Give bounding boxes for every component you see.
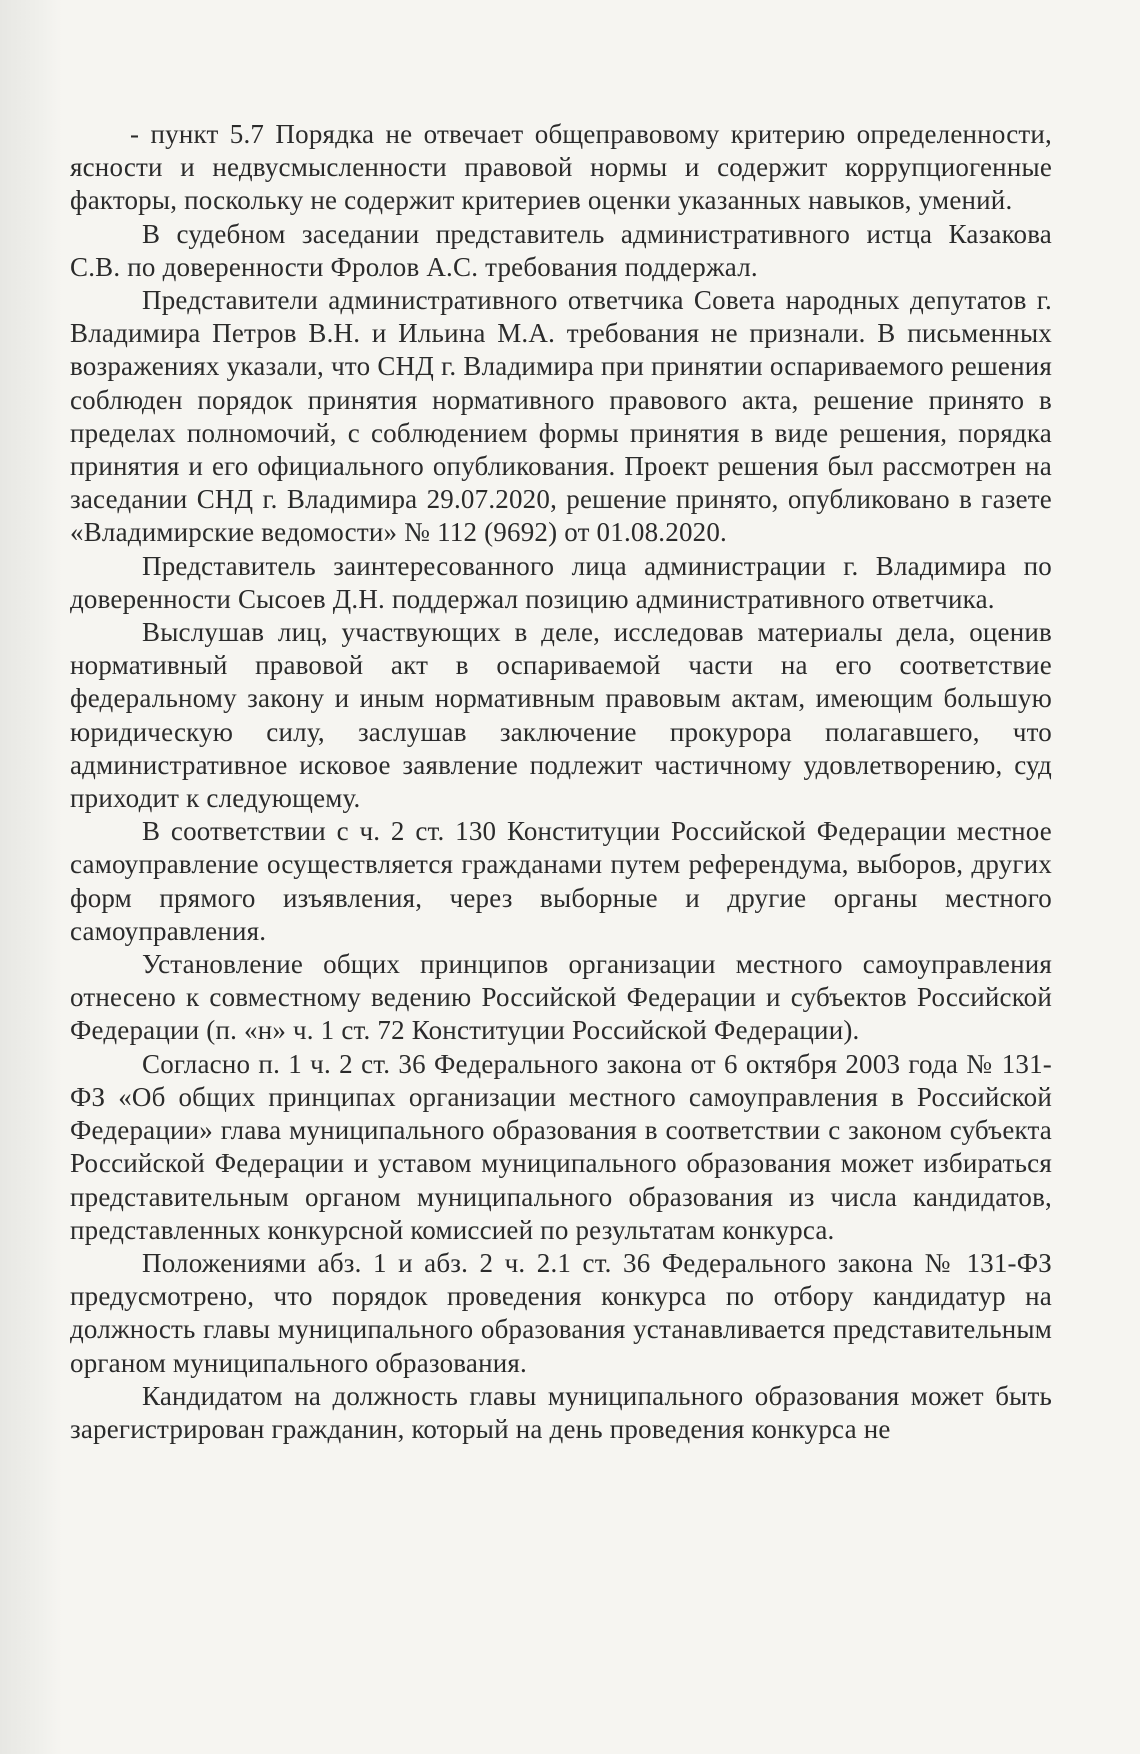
paragraph-plaintiff-representative: В судебном заседании представитель административного истца Казакова С.В. по доверенности Фролов А.С. требования поддержал. (70, 218, 1052, 282)
scan-edge-shadow (0, 0, 62, 1754)
paragraph-court-findings: Выслушав лиц, участвующих в деле, исследовав материалы дела, оценив нормативный правовой акт в оспариваемой части на его соответствие федеральному закону и иным нормативным правовым актам, имеющим большую юридическую силу, заслушав заключение прокурора полагавшего, что административное исковое заявление подлежит частичному удовлетворению, суд приходит к следующему. (70, 617, 1052, 814)
document-body (70, 118, 1052, 1446)
paragraph-contest-procedure: Положениями абз. 1 и абз. 2 ч. 2.1 ст. 36 Федерального закона № 131-ФЗ предусмотрено, что порядок проведения конкурса по отбору кандидатур на должность главы муниципального образования устанавливается представительным органом муниципального образования. (70, 1247, 1052, 1378)
paragraph-constitution-art-130: В соответствии с ч. 2 ст. 130 Конституции Российской Федерации местное самоуправление осуществляется гражданами путем референдума, выборов, других форм прямого изъявления, через выборные и другие органы местного самоуправления. (70, 816, 1052, 946)
paragraph-constitution-art-72: Установление общих принципов организации местного самоуправления отнесено к совместному ведению Российской Федерации и субъектов Российской Федерации (п. «н» ч. 1 ст. 72 Конституции Российской Федерации). (70, 949, 1052, 1046)
paragraph-clause-5-7: - пункт 5.7 Порядка не отвечает общеправовому критерию определенности, ясности и недвусмысленности правовой нормы и содержит коррупциогенные факторы, поскольку не содержит критериев оценки указанных навыков, умений. (70, 119, 1052, 216)
paragraph-federal-law-131: Согласно п. 1 ч. 2 ст. 36 Федерального закона от 6 октября 2003 года № 131-ФЗ «Об общих принципах организации местного самоуправления в Российской Федерации» глава муниципального образования в соответствии с законом субъекта Российской Федерации и уставом муниципального образования может избираться представительным органом муниципального образования из числа кандидатов, представленных конкурсной комиссией по результатам конкурса. (70, 1048, 1052, 1245)
paragraph-interested-party: Представитель заинтересованного лица администрации г. Владимира по доверенности Сысоев Д.Н. поддержал позицию административного ответчика. (70, 550, 1052, 614)
paragraph-defendant-representatives: Представители административного ответчика Совета народных депутатов г. Владимира Петров В.Н. и Ильина М.А. требования не признали. В письменных возражениях указали, что СНД г. Владимира при принятии оспариваемого решения соблюден порядок принятия нормативного правового акта, решение принято в пределах полномочий, с соблюдением формы принятия в виде решения, порядка принятия и его официального опубликования. Проект решения был рассмотрен на заседании СНД г. Владимира 29.07.2020, решение принято, опубликовано в газете «Владимирские ведомости» № 112 (9692) от 01.08.2020. (70, 285, 1052, 548)
paragraph-candidate-registration: Кандидатом на должность главы муниципального образования может быть зарегистрирован гражданин, который на день проведения конкурса не (70, 1380, 1052, 1444)
